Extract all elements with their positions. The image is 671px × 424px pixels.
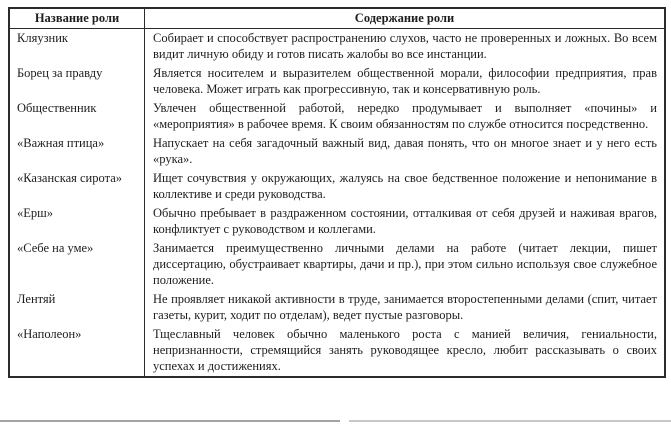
role-name-cell: «Казанская сирота» bbox=[9, 169, 145, 204]
role-content-cell: Занимается преимущественно личными делами на работе (читает лекции, пишет диссертацию, обустраивает квартиры, дачи и пр.), при этом сильно используя свое служебное положение. bbox=[153, 241, 657, 287]
column-header-role-name: Название роли bbox=[9, 8, 145, 29]
table-header bbox=[9, 8, 665, 29]
role-name-cell: «Важная птица» bbox=[9, 134, 145, 169]
table-row bbox=[9, 325, 665, 377]
page-bottom-rule-right bbox=[349, 420, 671, 422]
role-content-cell: Напускает на себя загадочный важный вид, давая понять, что он многое знает и у него есть «рука». bbox=[153, 136, 657, 166]
role-name-cell: Лентяй bbox=[9, 290, 145, 325]
roles-table bbox=[8, 7, 666, 378]
table-row bbox=[9, 29, 665, 65]
table-body bbox=[9, 29, 665, 378]
header-row bbox=[9, 8, 665, 29]
page-bottom-rule-left bbox=[0, 420, 340, 422]
role-name-cell: Общественник bbox=[9, 99, 145, 134]
table-row bbox=[9, 64, 665, 99]
column-header-role-content: Содержание роли bbox=[145, 8, 666, 29]
table-row bbox=[9, 169, 665, 204]
role-content-cell: Обычно пребывает в раздраженном состоянии, отталкивая от себя друзей и наживая врагов, конфликтует с руководством и коллегами. bbox=[153, 206, 657, 236]
role-name-cell: Кляузник bbox=[9, 29, 145, 65]
role-name-cell: «Ерш» bbox=[9, 204, 145, 239]
table-row bbox=[9, 134, 665, 169]
role-content-cell: Тщеславный человек обычно маленького роста с манией величия, гениальности, непризнанности, стремящийся занять руководящее кресло, любит рассказывать о своих успехах и достижениях. bbox=[153, 327, 657, 373]
role-content-cell: Не проявляет никакой активности в труде, занимается второстепенными делами (спит, читает газеты, курит, ходит по отделам), ведет пустые разговоры. bbox=[153, 292, 657, 322]
table-row bbox=[9, 204, 665, 239]
table-row bbox=[9, 239, 665, 290]
role-name-cell: «Себе на уме» bbox=[9, 239, 145, 290]
role-name-cell: «Наполеон» bbox=[9, 325, 145, 377]
table-row bbox=[9, 99, 665, 134]
table-row bbox=[9, 290, 665, 325]
role-content-cell: Увлечен общественной работой, нередко продумывает и выполняет «почины» и «мероприятия» в рабочее время. К своим обязанностям по службе относится посредственно. bbox=[153, 101, 657, 131]
role-content-cell: Собирает и способствует распространению слухов, часто не проверенных и ложных. Во всем видит личную обиду и готов писать жалобы во все инстанции. bbox=[153, 31, 657, 61]
role-content-cell: Ищет сочувствия у окружающих, жалуясь на свое бедственное положение и непонимание в коллективе и среди руководства. bbox=[153, 171, 657, 201]
role-content-cell: Является носителем и выразителем общественной морали, философии предприятия, прав человека. Может играть как прогрессивную, так и консервативную роль. bbox=[153, 66, 657, 96]
role-name-cell: Борец за правду bbox=[9, 64, 145, 99]
